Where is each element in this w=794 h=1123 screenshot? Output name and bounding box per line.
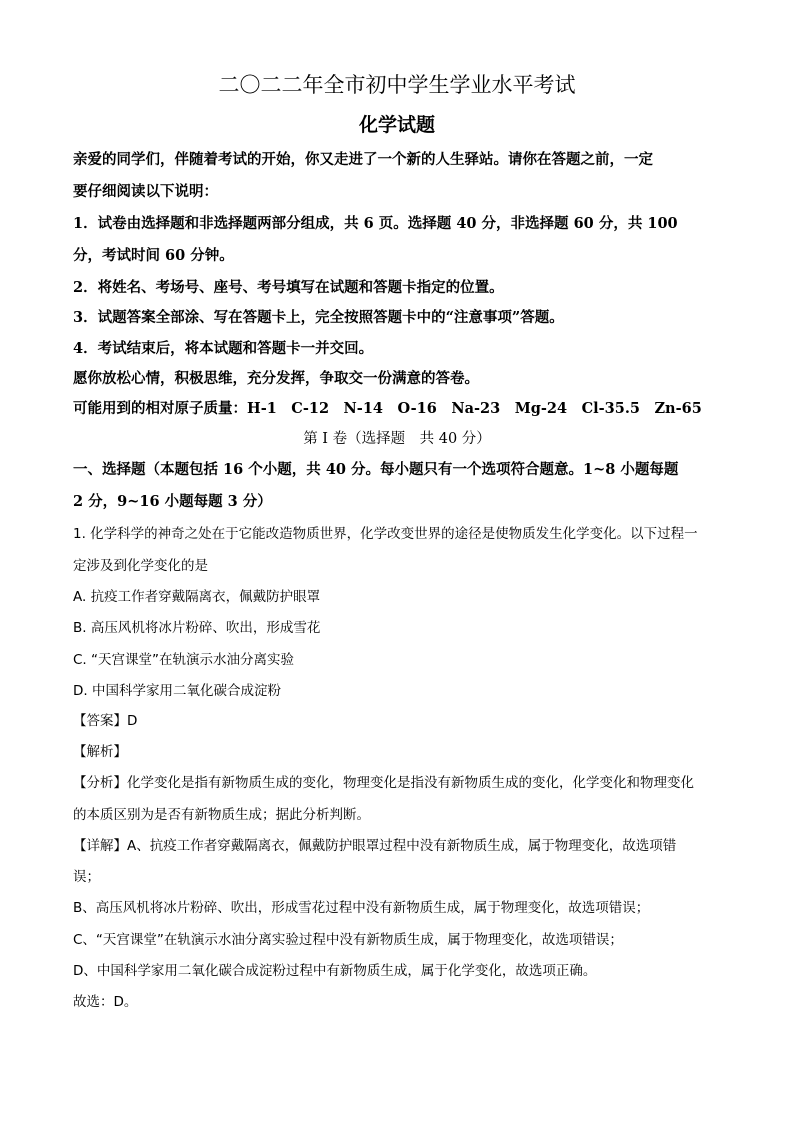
explanation-line: 【分析】化学变化是指有新物质生成的变化，物理变化是指没有新物质生成的变化，化学变化和物理变化 [73,775,694,791]
option-a: A. 抗疫工作者穿戴隔离衣，佩戴防护眼罩 [73,589,321,605]
explanation-line: 的本质区别为是否有新物质生成；据此分析判断。 [73,807,370,823]
explanation-line: D、中国科学家用二氧化碳合成淀粉过程中有新物质生成，属于化学变化，故选项正确。 [73,963,597,979]
intro-line: 要仔细阅读以下说明： [73,183,218,200]
section-instruction: 一、选择题（本题包括 16 个小题，共 40 分。每小题只有一个选项符合题意。1~8 小题每题 [73,461,679,478]
explanation-line: 【详解】A、抗疫工作者穿戴隔离衣，佩戴防护眼罩过程中没有新物质生成，属于物理变化，故选项错 [73,838,677,854]
question-stem: 1. 化学科学的神奇之处在于它能改造物质世界，化学改变世界的途径是使物质发生化学变化。以下过程一 [73,526,698,542]
explanation-line: C、“天宫课堂”在轨演示水油分离实验过程中没有新物质生成，属于物理变化，故选项错误； [73,932,623,948]
exam-subtitle: 化学试题 [358,114,435,136]
section-instruction: 2 分，9~16 小题每题 3 分） [73,493,272,510]
explanation-line: 误； [73,869,100,885]
intro-line: 4．考试结束后，将本试题和答题卡一并交回。 [73,340,374,357]
intro-line: 2．将姓名、考场号、座号、考号填写在试题和答题卡指定的位置。 [73,279,504,296]
option-c: C. “天宫课堂”在轨演示水油分离实验 [73,652,294,668]
atomic-mass-line: 可能用到的相对原子质量：H-1 C-12 N-14 O-16 Na-23 Mg-24 Cl-35.5 Zn-65 [73,400,702,417]
option-d: D. 中国科学家用二氧化碳合成淀粉 [73,683,281,699]
intro-line: 亲爱的同学们，伴随着考试的开始，你又走进了一个新的人生驿站。请你在答题之前，一定 [73,151,653,168]
intro-line: 愿你放松心情，积极思维，充分发挥，争取交一份满意的答卷。 [73,370,479,387]
intro-line: 3．试题答案全部涂、写在答题卡上，完全按照答题卡中的“注意事项”答题。 [73,309,564,326]
exam-title: 二〇二二年全市初中学生学业水平考试 [218,73,576,97]
explanation-line: 故选：D。 [73,994,138,1010]
intro-line: 分，考试时间 60 分钟。 [73,247,234,264]
intro-line: 1．试卷由选择题和非选择题两部分组成，共 6 页。选择题 40 分，非选择题 60 分，共 100 [73,215,678,232]
option-b: B. 高压风机将冰片粉碎、吹出，形成雪花 [73,620,321,636]
analysis-label: 【解析】 [73,744,127,760]
section-heading: 第 I 卷（选择题 共 40 分） [303,431,491,447]
question-stem: 定涉及到化学变化的是 [73,558,208,574]
answer-line: 【答案】D [73,713,138,729]
explanation-line: B、高压风机将冰片粉碎、吹出，形成雪花过程中没有新物质生成，属于物理变化，故选项错误； [73,900,650,916]
